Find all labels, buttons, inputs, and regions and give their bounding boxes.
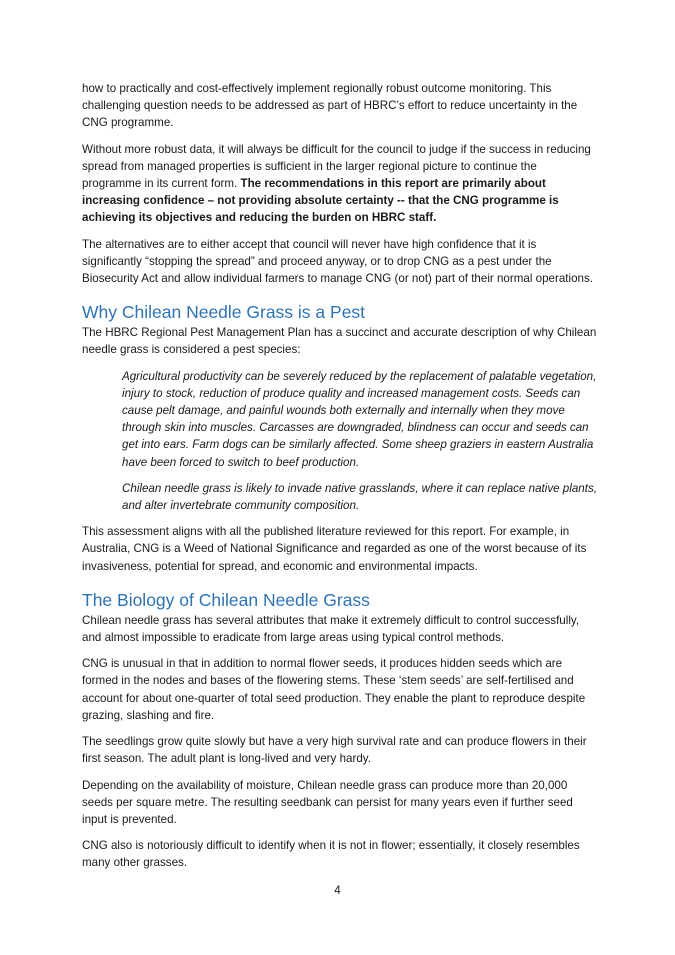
- pest-quote: Agricultural productivity can be severely reduced by the replacement of palatable vegetation, injury to stock, reduction of produce quality and increased management costs. Seeds can cause pelt damage, and painful wounds both externally and internally when they move through skin into muscles. Carcasses are downgraded, blindness can occur and seeds can get into ears. Farm dogs can be similarly affected. Some sheep graziers in eastern Australia have been forced to switch to beef production.: [122, 369, 597, 469]
- pest-lead-paragraph: The HBRC Regional Pest Management Plan has a succinct and accurate description of why Chilean needle grass is considered a pest species:: [82, 326, 597, 357]
- document-page: [82, 80, 598, 880]
- intro-paragraph-bold: The recommendations in this report are primarily about increasing confidence – not providing absolute certainty -- that the CNG programme is achieving its objectives and reducing the burden on HBRC staff.: [82, 177, 559, 225]
- intro-paragraph: The alternatives are to either accept that council will never have high confidence that it is significantly “stopping the spread” and proceed anyway, or to drop CNG as a pest under the Biosecurity Act and allow individual farmers to manage CNG (or not) part of their normal operations.: [82, 237, 594, 286]
- section-heading-pest: Why Chilean Needle Grass is a Pest: [82, 302, 366, 323]
- intro-paragraph: how to practically and cost-effectively implement regionally robust outcome monitoring. This challenging question needs to be addressed as part of HBRC’s effort to reduce uncertainty in the CNG programme.: [82, 82, 578, 130]
- pest-quote: Chilean needle grass is likely to invade native grasslands, where it can replace native plants, and alter invertebrate community composition.: [122, 481, 597, 513]
- biology-paragraph: CNG also is notoriously difficult to identify when it is not in flower; essentially, it closely resembles many other grasses.: [82, 839, 580, 870]
- page-number: 4: [334, 884, 341, 897]
- intro-paragraph: [82, 141, 598, 227]
- biology-paragraph: Depending on the availability of moisture, Chilean needle grass can produce more than 20,000 seeds per square metre. The resulting seedbank can persist for many years even if further seed input is prevented.: [82, 778, 573, 826]
- pest-closing-paragraph: This assessment aligns with all the published literature reviewed for this report. For example, in Australia, CNG is a Weed of National Significance and regarded as one of the worst because of its invasiveness, potential for spread, and economic and environmental impacts.: [82, 525, 587, 573]
- section-heading-biology: The Biology of Chilean Needle Grass: [82, 589, 370, 610]
- biology-paragraph: CNG is unusual in that in addition to normal flower seeds, it produces hidden seeds which are formed in the nodes and bases of the flowering stems. These ‘stem seeds’ are self-fertilised and account for about one-quarter of total seed production. They enable the plant to reproduce despite grazing, slashing and fire.: [82, 657, 586, 722]
- intro-paragraph-plain: Without more robust data, it will always be difficult for the council to judge if the success in reducing spread from managed properties is sufficient in the larger regional picture to continue the programme in its current form.: [82, 142, 591, 191]
- biology-paragraph: The seedlings grow quite slowly but have a very high survival rate and can produce flowers in their first season. The adult plant is long-lived and very hardy.: [82, 735, 587, 766]
- biology-paragraph: Chilean needle grass has several attributes that make it extremely difficult to control successfully, and almost impossible to eradicate from large areas using typical control methods.: [82, 613, 580, 645]
